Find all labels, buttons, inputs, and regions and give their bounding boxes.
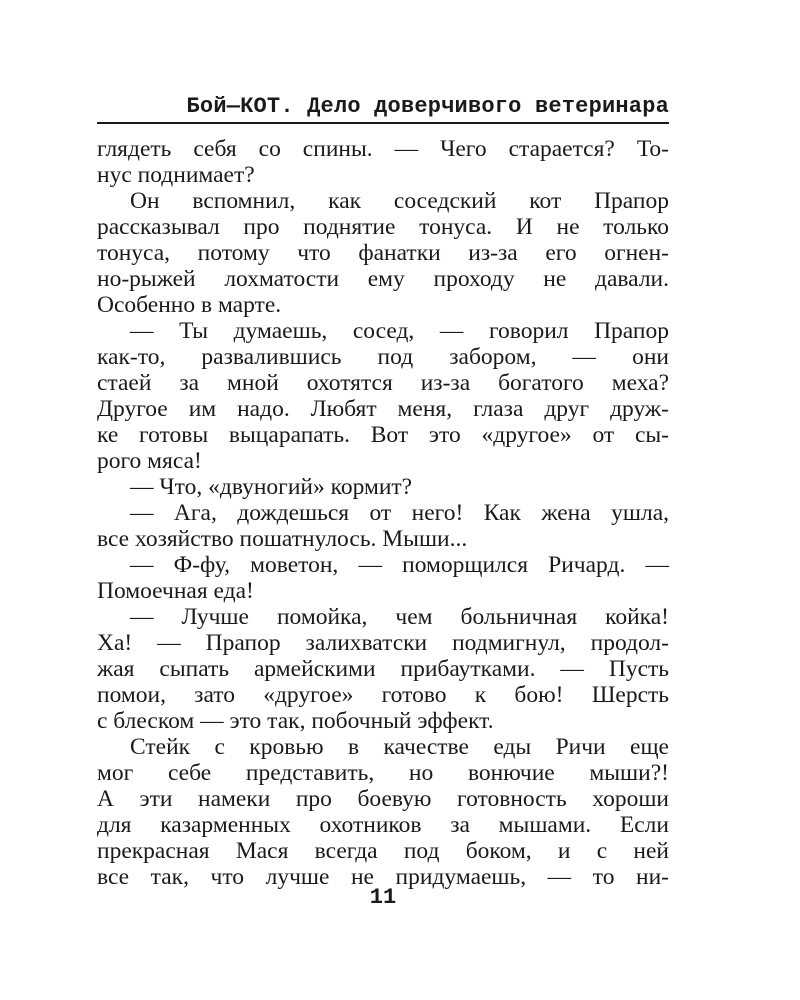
text-line: Особенно в марте. <box>97 292 282 318</box>
header-rule <box>97 122 669 124</box>
text-line: с блеском — это так, побочный эффект. <box>97 708 494 734</box>
running-head: Бой—КОТ. Дело доверчивого ветеринара <box>186 94 669 119</box>
text-line: — Ага, дождешься от него! Как жена ушла, <box>130 500 669 526</box>
text-line: стаей за мной охотятся из-за богатого меха? <box>97 370 669 396</box>
text-line: А эти намеки про боевую готовность хороши <box>97 786 669 812</box>
text-line: тонуса, потому что фанатки из-за его огнен- <box>97 240 669 266</box>
text-line: как-то, развалившись под забором, — они <box>97 344 669 370</box>
text-line: — Ф-фу, моветон, — поморщился Ричард. — <box>130 552 669 578</box>
text-line: Стейк с кровью в качестве еды Ричи еще <box>130 734 669 760</box>
text-line: для казарменных охотников за мышами. Если <box>97 812 669 838</box>
text-line: Он вспомнил, как соседский кот Прапор <box>130 188 669 214</box>
text-line: Помоечная еда! <box>97 578 254 604</box>
text-line: Другое им надо. Любят меня, глаза друг друж- <box>97 396 669 422</box>
text-line: — Ты думаешь, сосед, — говорил Прапор <box>130 318 669 344</box>
text-line: жая сыпать армейскими прибаутками. — Пусть <box>97 656 669 682</box>
text-line: все так, что лучше не придумаешь, — то ни- <box>97 864 669 890</box>
text-line: но-рыжей лохматости ему проходу не давали. <box>97 266 669 292</box>
text-line: глядеть себя со спины. — Чего старается? То- <box>97 136 669 162</box>
text-line: мог себе представить, но вонючие мыши?! <box>97 760 669 786</box>
text-line: помои, зато «другое» готово к бою! Шерсть <box>97 682 669 708</box>
book-page <box>97 0 669 1000</box>
text-line: — Что, «двуногий» кормит? <box>130 474 413 500</box>
body-text <box>97 136 669 890</box>
text-line: нус поднимает? <box>97 162 255 188</box>
text-line: прекрасная Мася всегда под боком, и с ней <box>97 838 669 864</box>
text-line: рого мяса! <box>97 448 202 474</box>
text-line: Ха! — Прапор залихватски подмигнул, продол- <box>97 630 669 656</box>
page-number: 11 <box>369 885 397 910</box>
text-line: — Лучше помойка, чем больничная койка! <box>130 604 669 630</box>
text-line: все хозяйство пошатнулось. Мыши... <box>97 526 468 552</box>
text-line: ке готовы выцарапать. Вот это «другое» от сы- <box>97 422 669 448</box>
text-line: рассказывал про поднятие тонуса. И не только <box>97 214 669 240</box>
